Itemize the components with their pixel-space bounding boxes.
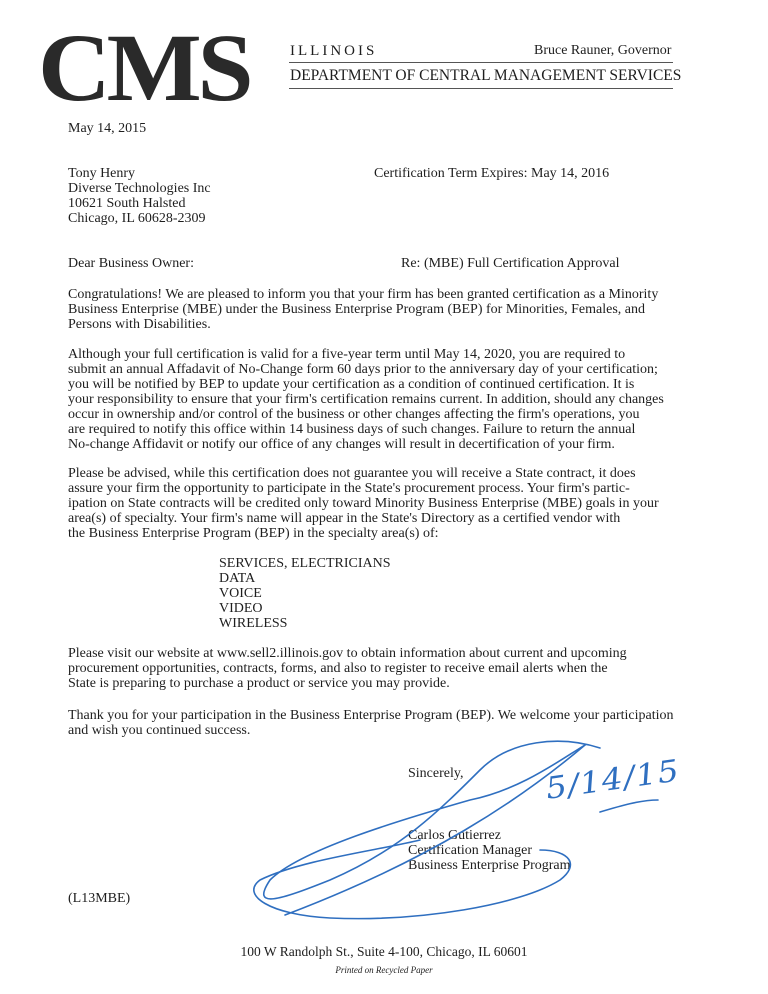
text-line: No-change Affidavit or notify our office of any changes will result in decertification of your firm.: [68, 437, 615, 452]
recycled-note: Printed on Recycled Paper: [335, 965, 433, 975]
text-line: you will be notified by BEP to update your certification as a condition of continued certification. It is: [68, 377, 635, 392]
recipient-line: Tony Henry: [68, 166, 136, 181]
text-line: occur in ownership and/or control of the business or other changes affecting the firm's operations, you: [68, 407, 640, 422]
specialty-item: VIDEO: [219, 601, 263, 616]
text-line: ipation on State contracts will be credited only toward Minority Business Enterprise (MBE) goals in your: [68, 496, 659, 511]
text-line: Please visit our website at www.sell2.illinois.gov to obtain information about current and upcoming: [68, 646, 627, 661]
text-line: submit an annual Affadavit of No-Change form 60 days prior to the anniversary day of your certification;: [68, 362, 658, 377]
text-line: procurement opportunities, contracts, forms, and also to register to receive email alerts when the: [68, 661, 608, 676]
footer-address: 100 W Randolph St., Suite 4-100, Chicago, IL 60601: [240, 944, 528, 959]
document-code: (L13MBE): [68, 891, 131, 906]
text-line: the Business Enterprise Program (BEP) in the specialty area(s) of:: [68, 526, 439, 541]
department-name: DEPARTMENT OF CENTRAL MANAGEMENT SERVICES: [290, 67, 682, 84]
letter-date: May 14, 2015: [68, 121, 147, 136]
state-name: ILLINOIS: [290, 43, 378, 59]
text-line: area(s) of specialty. Your firm's name will appear in the State's Directory as a certified vendor with: [68, 511, 621, 526]
text-line: Please be advised, while this certification does not guarantee you will receive a State contract, it does: [68, 466, 636, 481]
specialty-item: DATA: [219, 571, 256, 586]
text-line: State is preparing to purchase a product or service you may provide.: [68, 676, 450, 691]
text-line: your responsibility to ensure that your firm's certification remains current. In addition, should any changes: [68, 392, 664, 407]
specialty-item: SERVICES, ELECTRICIANS: [219, 556, 391, 571]
signer-name: Carlos Gutierrez: [408, 828, 501, 843]
governor-name: Bruce Rauner, Governor: [534, 43, 672, 58]
text-line: are required to notify this office within 14 business days of such changes. Failure to return the annual: [68, 422, 636, 437]
cms-logo: CMS: [38, 14, 250, 121]
signer-program: Business Enterprise Program: [408, 858, 571, 873]
text-line: Persons with Disabilities.: [68, 317, 211, 332]
text-line: Congratulations! We are pleased to inform you that your firm has been granted certification as a Minority: [68, 287, 659, 302]
text-line: Business Enterprise (MBE) under the Business Enterprise Program (BEP) for Minorities, Females, and: [68, 302, 646, 317]
text-line: Although your full certification is valid for a five-year term until May 14, 2020, you are required to: [68, 347, 626, 362]
signer-title: Certification Manager: [408, 843, 533, 858]
specialty-item: WIRELESS: [219, 616, 288, 631]
certification-term: Certification Term Expires: May 14, 2016: [374, 166, 610, 181]
text-line: and wish you continued success.: [68, 723, 251, 738]
recipient-line: Diverse Technologies Inc: [68, 181, 211, 196]
salutation: Dear Business Owner:: [68, 256, 194, 271]
handwritten-date: 5/14/15: [543, 753, 683, 807]
specialty-item: VOICE: [219, 586, 262, 601]
subject-line: Re: (MBE) Full Certification Approval: [401, 256, 620, 271]
closing: Sincerely,: [408, 766, 464, 781]
recipient-line: Chicago, IL 60628-2309: [68, 211, 206, 226]
text-line: Thank you for your participation in the Business Enterprise Program (BEP). We welcome your participation: [68, 708, 674, 723]
text-line: assure your firm the opportunity to participate in the State's procurement process. Your firm's partic-: [68, 481, 630, 496]
recipient-line: 10621 South Halsted: [68, 196, 186, 211]
